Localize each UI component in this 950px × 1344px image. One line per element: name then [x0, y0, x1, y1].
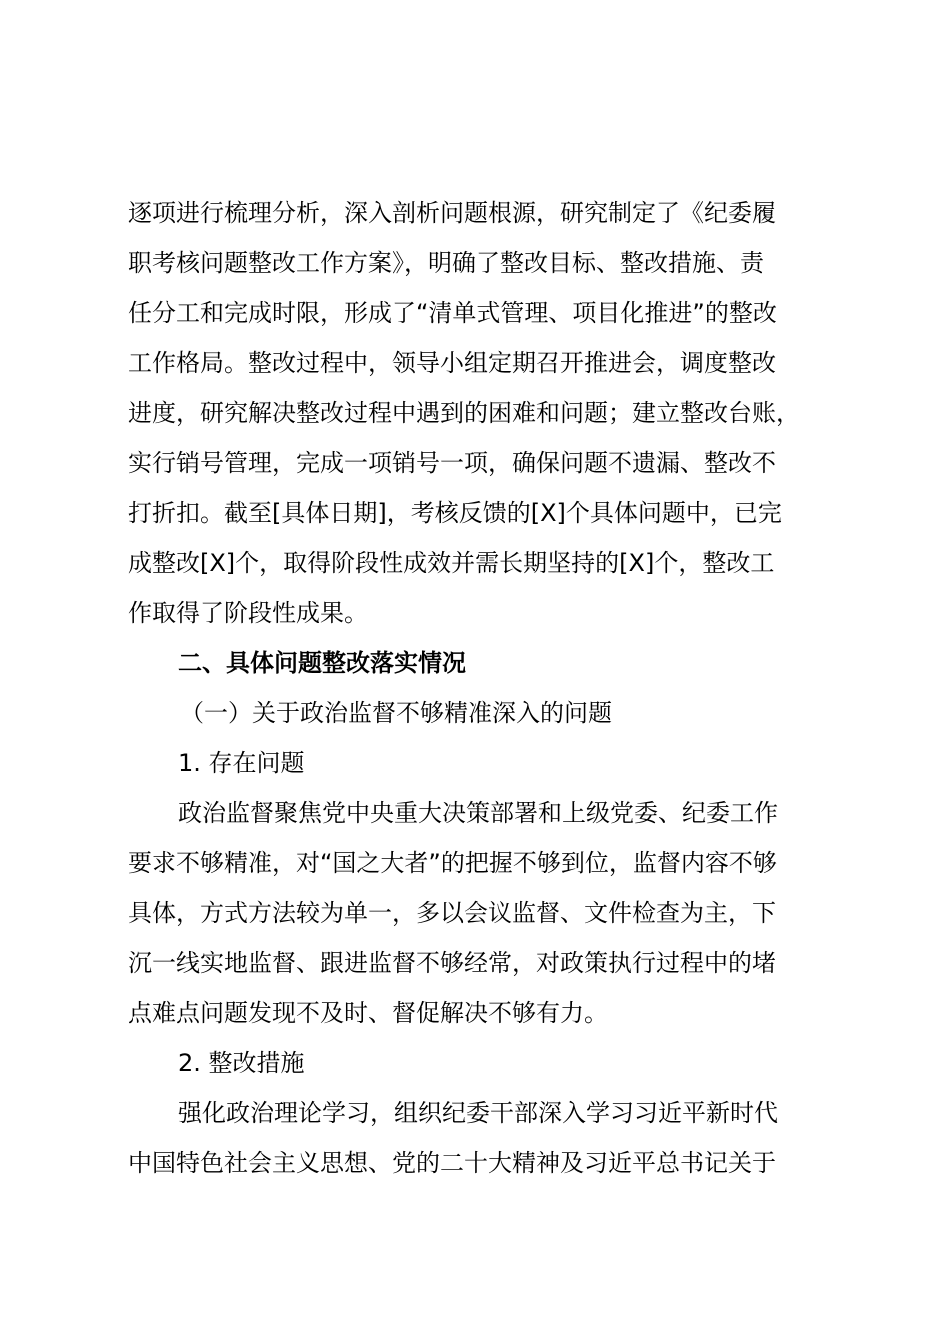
paragraph-line: 任分工和完成时限，形成了“清单式管理、项目化推进”的整改 — [128, 299, 777, 327]
paragraph-line: 职考核问题整改工作方案》，明确了整改目标、整改措施、责 — [128, 249, 764, 277]
paragraph-line: 工作格局。整改过程中，领导小组定期召开推进会，调度整改 — [128, 349, 776, 377]
paragraph-line: 沉一线实地监督、跟进监督不够经常，对政策执行过程中的堵 — [128, 949, 776, 977]
item-heading: 2. 整改措施 — [178, 1049, 305, 1077]
paragraph-line: 打折扣。截至[具体日期]，考核反馈的[X]个具体问题中，已完 — [128, 499, 782, 527]
paragraph-line: 逐项进行梳理分析，深入剖析问题根源，研究制定了《纪委履 — [128, 199, 776, 227]
paragraph-line: 强化政治理论学习，组织纪委干部深入学习习近平新时代 — [178, 1099, 778, 1127]
paragraph-line: 要求不够精准，对“国之大者”的把握不够到位，监督内容不够 — [128, 849, 777, 877]
subsection-heading: （一）关于政治监督不够精准深入的问题 — [180, 699, 612, 727]
paragraph-line: 具体，方式方法较为单一，多以会议监督、文件检查为主，下 — [128, 899, 776, 927]
paragraph-line: 中国特色社会主义思想、党的二十大精神及习近平总书记关于 — [128, 1149, 776, 1177]
paragraph-line: 进度，研究解决整改过程中遇到的困难和问题；建立整改台账， — [128, 399, 800, 427]
section-heading: 二、具体问题整改落实情况 — [178, 649, 466, 677]
item-heading: 1. 存在问题 — [178, 749, 305, 777]
paragraph-line: 政治监督聚焦党中央重大决策部署和上级党委、纪委工作 — [178, 799, 778, 827]
paragraph-line: 实行销号管理，完成一项销号一项，确保问题不遗漏、整改不 — [128, 449, 776, 477]
paragraph-line: 成整改[X]个，取得阶段性成效并需长期坚持的[X]个，整改工 — [128, 549, 775, 577]
paragraph-line: 点难点问题发现不及时、督促解决不够有力。 — [128, 999, 608, 1027]
paragraph-line: 作取得了阶段性成果。 — [128, 599, 368, 627]
